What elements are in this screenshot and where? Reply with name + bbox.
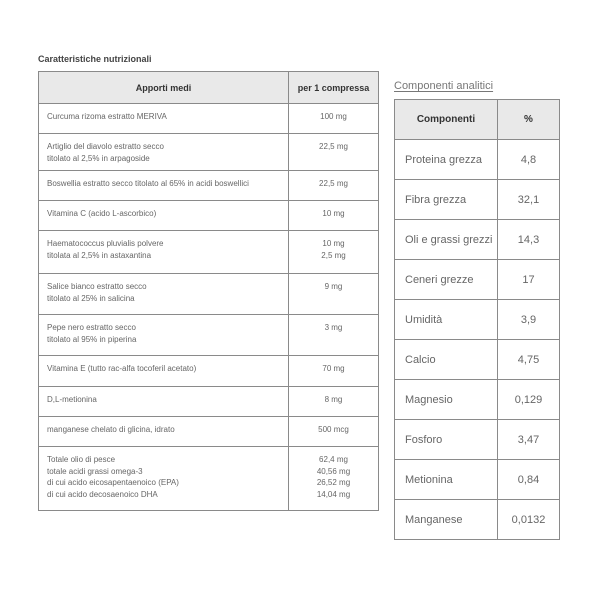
nutrition-name-cell bbox=[39, 134, 289, 171]
nutrition-name-line: Curcuma rizoma estratto MERIVA bbox=[47, 112, 167, 121]
nutrition-row bbox=[39, 134, 379, 171]
nutrition-name-cell bbox=[39, 274, 289, 315]
nutrition-name-line: Boswellia estratto secco titolato al 65% in acidi boswellici bbox=[47, 179, 249, 188]
nutrition-header-apporti: Apporti medi bbox=[39, 72, 289, 104]
component-name: Manganese bbox=[395, 500, 498, 540]
nutrition-row bbox=[39, 315, 379, 356]
nutrition-row bbox=[39, 201, 379, 231]
component-name: Magnesio bbox=[395, 380, 498, 420]
component-percent: 4,8 bbox=[498, 140, 560, 180]
component-name: Fibra grezza bbox=[395, 180, 498, 220]
components-row bbox=[395, 260, 560, 300]
component-percent: 14,3 bbox=[498, 220, 560, 260]
nutrition-name-line: Vitamina C (acido L-ascorbico) bbox=[47, 209, 157, 218]
nutrition-value-cell bbox=[289, 447, 379, 511]
components-header-name: Componenti bbox=[395, 100, 498, 140]
component-percent: 0,0132 bbox=[498, 500, 560, 540]
nutrition-value-cell bbox=[289, 417, 379, 447]
nutrition-name-line: Artiglio del diavolo estratto secco bbox=[47, 142, 164, 151]
nutrition-name-cell bbox=[39, 201, 289, 231]
component-percent: 3,47 bbox=[498, 420, 560, 460]
nutrition-value-line: 10 mg bbox=[322, 239, 345, 248]
component-name: Ceneri grezze bbox=[395, 260, 498, 300]
nutrition-row bbox=[39, 171, 379, 201]
nutrition-value-line: 100 mg bbox=[320, 112, 347, 121]
nutrition-value-line: 10 mg bbox=[322, 209, 345, 218]
nutrition-value-line: 14,04 mg bbox=[316, 489, 351, 499]
components-table bbox=[394, 99, 560, 540]
component-name: Calcio bbox=[395, 340, 498, 380]
nutrition-row bbox=[39, 447, 379, 511]
nutrition-name-line: Salice bianco estratto secco bbox=[47, 282, 147, 291]
nutrition-name-cell bbox=[39, 171, 289, 201]
component-name: Umidità bbox=[395, 300, 498, 340]
component-percent: 17 bbox=[498, 260, 560, 300]
nutrition-value-cell bbox=[289, 231, 379, 274]
component-percent: 32,1 bbox=[498, 180, 560, 220]
nutrition-value-cell bbox=[289, 315, 379, 356]
component-percent: 4,75 bbox=[498, 340, 560, 380]
nutrition-value-cell bbox=[289, 104, 379, 134]
nutrition-name-cell bbox=[39, 356, 289, 387]
nutrition-name-line: titolata al 2,5% in astaxantina bbox=[47, 250, 152, 260]
components-row bbox=[395, 300, 560, 340]
nutrition-name-line: di cui acido eicosapentaenoico (EPA) bbox=[47, 478, 179, 488]
nutrition-value-cell bbox=[289, 201, 379, 231]
nutrition-name-cell bbox=[39, 315, 289, 356]
nutrition-value-line: 500 mcg bbox=[318, 425, 349, 434]
components-row bbox=[395, 140, 560, 180]
nutrition-name-line: Totale olio di pesce bbox=[47, 455, 116, 464]
nutrition-value-cell bbox=[289, 274, 379, 315]
nutrition-name-line: titolato al 25% in salicina bbox=[47, 293, 135, 303]
nutrition-name-cell bbox=[39, 231, 289, 274]
nutrition-name-cell bbox=[39, 447, 289, 511]
nutrition-name-line: di cui acido decosaenoico DHA bbox=[47, 489, 158, 499]
components-row bbox=[395, 220, 560, 260]
nutrition-name-line: manganese chelato di glicina, idrato bbox=[47, 425, 175, 434]
nutrition-name-cell bbox=[39, 417, 289, 447]
nutrition-value-line: 26,52 mg bbox=[316, 478, 351, 488]
nutrition-name-cell bbox=[39, 104, 289, 134]
nutrition-row bbox=[39, 356, 379, 387]
component-percent: 0,84 bbox=[498, 460, 560, 500]
nutrition-name-line: Haematococcus pluvialis polvere bbox=[47, 239, 164, 248]
nutrition-value-line: 22,5 mg bbox=[319, 142, 348, 151]
nutrition-header-per-compressa: per 1 compressa bbox=[289, 72, 379, 104]
nutrition-title: Caratteristiche nutrizionali bbox=[38, 54, 152, 64]
component-name: Proteina grezza bbox=[395, 140, 498, 180]
nutrition-name-line: titolato al 95% in piperina bbox=[47, 334, 137, 344]
nutrition-row bbox=[39, 274, 379, 315]
components-header-pct: % bbox=[498, 100, 560, 140]
component-name: Metionina bbox=[395, 460, 498, 500]
nutrition-table bbox=[38, 71, 379, 511]
nutrition-value-line: 70 mg bbox=[322, 364, 345, 373]
nutrition-row bbox=[39, 417, 379, 447]
nutrition-value-cell bbox=[289, 356, 379, 387]
component-name: Fosforo bbox=[395, 420, 498, 460]
nutrition-value-line: 3 mg bbox=[324, 323, 343, 332]
component-percent: 0,129 bbox=[498, 380, 560, 420]
nutrition-row bbox=[39, 387, 379, 417]
nutrition-header-row bbox=[39, 72, 379, 104]
nutrition-value-cell bbox=[289, 387, 379, 417]
nutrition-name-line: D,L-metionina bbox=[47, 395, 97, 404]
nutrition-name-cell bbox=[39, 387, 289, 417]
component-name: Oli e grassi grezzi bbox=[395, 220, 498, 260]
components-row bbox=[395, 420, 560, 460]
nutrition-name-line: Pepe nero estratto secco bbox=[47, 323, 136, 332]
nutrition-name-line: Vitamina E (tutto rac-alfa tocoferil acetato) bbox=[47, 364, 197, 373]
components-row bbox=[395, 340, 560, 380]
component-percent: 3,9 bbox=[498, 300, 560, 340]
nutrition-value-line: 22,5 mg bbox=[319, 179, 348, 188]
components-row bbox=[395, 180, 560, 220]
components-row bbox=[395, 460, 560, 500]
components-row bbox=[395, 380, 560, 420]
nutrition-name-line: titolato al 2,5% in arpagoside bbox=[47, 153, 150, 163]
nutrition-row bbox=[39, 104, 379, 134]
nutrition-value-line: 8 mg bbox=[324, 395, 343, 404]
nutrition-value-line: 2,5 mg bbox=[321, 250, 346, 260]
nutrition-value-line: 40,56 mg bbox=[316, 466, 351, 476]
nutrition-value-cell bbox=[289, 171, 379, 201]
components-title[interactable]: Componenti analitici bbox=[394, 80, 494, 92]
components-header-row bbox=[395, 100, 560, 140]
nutrition-row bbox=[39, 231, 379, 274]
nutrition-value-line: 62,4 mg bbox=[319, 455, 348, 464]
nutrition-value-line: 9 mg bbox=[324, 282, 343, 291]
nutrition-value-cell bbox=[289, 134, 379, 171]
components-row bbox=[395, 500, 560, 540]
nutrition-name-line: totale acidi grassi omega-3 bbox=[47, 466, 143, 476]
